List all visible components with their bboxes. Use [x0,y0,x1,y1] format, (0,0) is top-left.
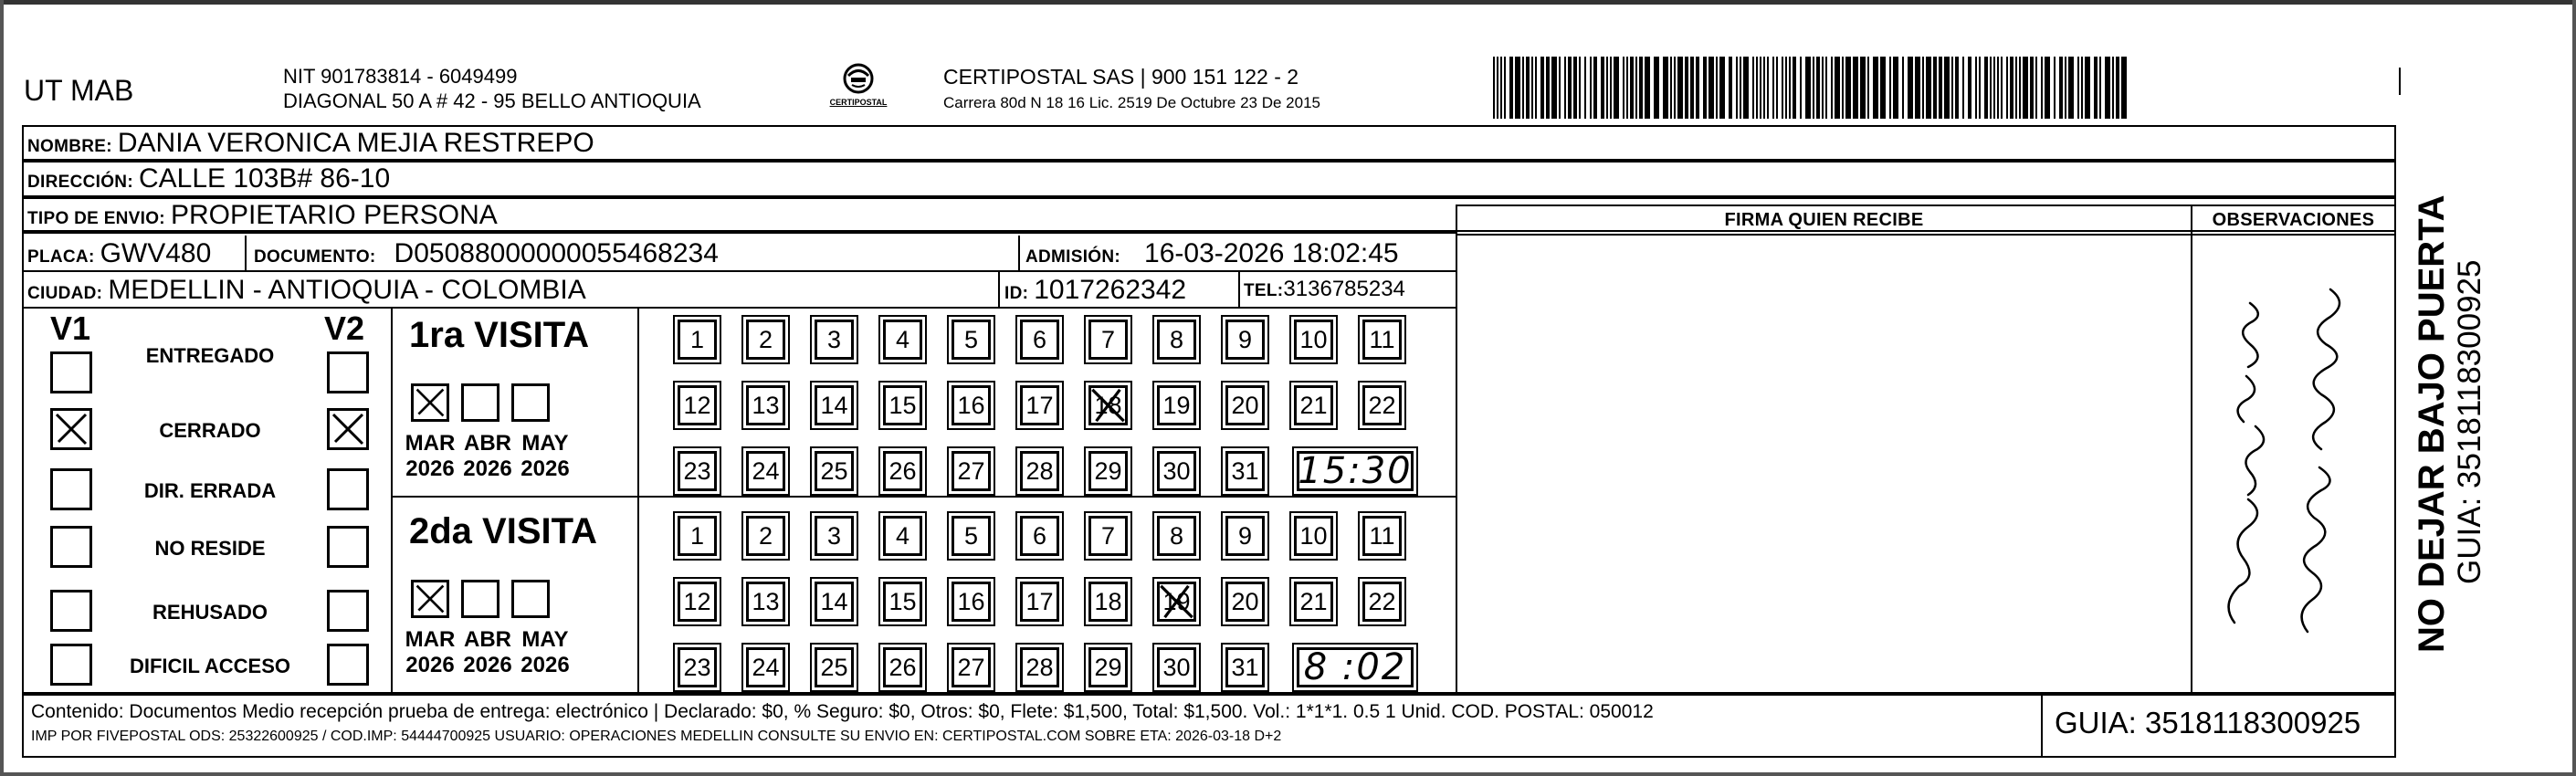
v2-checkbox[interactable] [327,590,369,632]
ciudad-value: MEDELLIN - ANTIOQUIA - COLOMBIA [108,275,586,305]
day-box[interactable]: 6 [1020,516,1059,556]
v2-checkbox[interactable] [327,351,369,393]
month-label: MAY 2026 [520,431,570,481]
day-box[interactable]: 30 [1157,647,1196,687]
month-divider [637,307,639,694]
side-guia: GUIA: 3518118300925 [2452,259,2487,584]
carrier-text: CERTIPOSTAL SAS | 900 151 122 - 2 [943,65,1299,89]
logo-text: CERTIPOSTAL [829,98,888,107]
day-box[interactable]: 18 [1088,385,1128,425]
admision-field [1025,238,1399,269]
day-box[interactable]: 13 [746,385,785,425]
day-box[interactable]: 2 [746,516,785,556]
day-box[interactable]: 12 [678,582,717,622]
tel-value: 3136785234 [1283,277,1405,301]
placa-row-line [22,270,1457,272]
month-checkbox[interactable] [461,580,499,618]
day-box[interactable]: 29 [1088,451,1128,491]
month-checkbox[interactable] [511,383,550,422]
day-box[interactable]: 6 [1020,320,1059,360]
left-border [0,0,4,776]
certipostal-logo [826,60,890,115]
day-box[interactable]: 17 [1020,385,1059,425]
ciudad-row-line [22,307,1457,309]
footer-guia: GUIA: 3518118300925 [2055,706,2361,739]
month-checkbox[interactable] [461,383,499,422]
day-box[interactable]: 14 [815,385,854,425]
nombre-field [27,128,594,159]
visit-time[interactable]: 8 :02 [1297,647,1414,687]
day-box[interactable]: 19 [1157,385,1196,425]
day-box[interactable]: 19 [1157,582,1196,622]
day-box[interactable]: 31 [1225,451,1265,491]
day-box[interactable]: 4 [883,320,922,360]
status-label: NO RESIDE [154,537,266,560]
direccion-label: DIRECCIÓN: [27,173,133,192]
tel-label: TEL: [1244,281,1284,300]
barcode [1493,57,2132,119]
direccion-field [27,163,390,194]
tel-field [1244,277,1405,302]
v1-checkbox[interactable] [50,351,92,393]
placa-label: PLACA: [27,247,95,267]
id-value: 1017262342 [1034,275,1187,305]
ciudad-field [27,275,586,306]
day-box[interactable]: 9 [1225,516,1265,556]
status-label: CERRADO [159,419,261,442]
day-box[interactable]: 21 [1294,582,1333,622]
day-box[interactable]: 24 [746,451,785,491]
handwritten-observation [2193,239,2394,691]
v1-checkbox[interactable] [50,408,92,450]
warning-text: NO DEJAR BAJO PUERTA [2412,194,2452,653]
day-box[interactable]: 7 [1088,516,1128,556]
day-box[interactable]: 29 [1088,647,1128,687]
v1-checkbox[interactable] [50,526,92,568]
license-text: Carrera 80d N 18 16 Lic. 2519 De Octubre 23 De 2015 [943,94,1320,111]
day-box[interactable]: 25 [815,647,854,687]
day-box[interactable]: 4 [883,516,922,556]
id-label: ID: [1004,284,1029,303]
v2-checkbox[interactable] [327,408,369,450]
placa-value: GWV480 [100,238,212,268]
status-label: DIFICIL ACCESO [129,655,290,677]
v2-checkbox[interactable] [327,526,369,568]
tipo-value: PROPIETARIO PERSONA [170,200,498,230]
company-name: UT MAB [24,74,134,107]
direccion-value: CALLE 103B# 86-10 [138,163,391,194]
tipo-label: TIPO DE ENVIO: [27,209,165,228]
top-border [0,0,2576,5]
firma-label: FIRMA QUIEN RECIBE [1724,210,1924,230]
day-box[interactable]: 24 [746,647,785,687]
month-label: MAR 2026 [405,431,456,481]
observaciones-label: OBSERVACIONES [2212,210,2375,230]
admision-divider [1018,236,1020,272]
v1-checkbox[interactable] [50,644,92,686]
tick-mark [2399,68,2401,95]
day-box[interactable]: 27 [952,647,991,687]
day-box[interactable]: 23 [678,451,717,491]
placa-field [27,238,211,269]
day-box[interactable]: 16 [952,385,991,425]
day-box[interactable]: 13 [746,582,785,622]
day-box[interactable]: 18 [1088,582,1128,622]
day-box[interactable]: 3 [815,320,854,360]
day-box[interactable]: 2 [746,320,785,360]
id-divider [998,272,1000,309]
v1-checkbox[interactable] [50,468,92,510]
month-label: ABR 2026 [463,431,512,481]
documento-value: D05088000000055468234 [394,238,719,268]
day-box[interactable]: 10 [1294,320,1333,360]
month-checkbox[interactable] [511,580,550,618]
status-label: REHUSADO [152,601,268,624]
day-box[interactable]: 31 [1225,647,1265,687]
day-box[interactable]: 1 [678,516,717,556]
day-box[interactable]: 11 [1362,320,1402,360]
day-box[interactable]: 20 [1225,385,1265,425]
documento-field [254,238,719,269]
day-box[interactable]: 8 [1157,320,1196,360]
day-box[interactable]: 26 [883,647,922,687]
day-box[interactable]: 26 [883,451,922,491]
month-label: MAR 2026 [405,627,456,677]
v2-checkbox[interactable] [327,468,369,510]
nombre-label: NOMBRE: [27,137,112,156]
day-box[interactable]: 30 [1157,451,1196,491]
day-box[interactable]: 5 [952,516,991,556]
day-box[interactable]: 23 [678,647,717,687]
v1-checkbox[interactable] [50,590,92,632]
documento-label: DOCUMENTO: [254,247,376,267]
imp-text: IMP POR FIVEPOSTAL ODS: 25322600925 / COD.IMP: 54444700925 USUARIO: OPERACIONES MEDELLIN CONSULTE SU ENVIO EN: CERTIPOSTAL.COM SOBRE ETA: 2026-03-18 D+2 [31,729,1282,744]
day-box[interactable]: 1 [678,320,717,360]
footer-divider [2041,694,2043,758]
day-box[interactable]: 16 [952,582,991,622]
day-box[interactable]: 17 [1020,582,1059,622]
day-box[interactable]: 20 [1225,582,1265,622]
month-checkbox[interactable] [411,580,449,618]
v2-label: V2 [324,309,365,347]
day-box[interactable]: 15 [883,582,922,622]
tipo-field [27,200,498,231]
status-label: DIR. ERRADA [143,479,277,502]
day-box[interactable]: 22 [1362,385,1402,425]
status-label: ENTREGADO [145,344,275,367]
firma-box [1456,204,2192,694]
admision-value: 16-03-2026 18:02:45 [1144,238,1399,268]
status-divider [391,307,393,694]
day-box[interactable]: 27 [952,451,991,491]
admision-label: ADMISIÓN: [1025,247,1121,267]
visit-title: 1ra VISITA [409,315,590,355]
placa-divider [245,236,247,272]
day-box[interactable]: 10 [1294,516,1333,556]
contenido-text: Contenido: Documentos Medio recepción prueba de entrega: electrónico | Declarado: $0, % Seguro: $0, Otros: $0, Flete: $1,500, Total: $1,500. Vol.: 1*1*1. 0.5 1 Unid. COD. POSTAL: 050012 [31,701,1654,722]
day-box[interactable]: 3 [815,516,854,556]
day-box[interactable]: 5 [952,320,991,360]
month-label: MAY 2026 [520,627,570,677]
day-box[interactable]: 28 [1020,647,1059,687]
nit-text: NIT 901783814 - 6049499 [283,65,518,88]
visit-divider [391,496,1457,498]
id-field [1004,275,1186,306]
day-box[interactable]: 22 [1362,582,1402,622]
day-box[interactable]: 14 [815,582,854,622]
visit-time[interactable]: 15:30 [1298,450,1413,492]
bottom-border [0,772,2576,776]
visit-title: 2da VISITA [409,511,597,551]
ciudad-label: CIUDAD: [27,284,103,303]
day-box[interactable]: 25 [815,451,854,491]
right-border [2572,0,2576,776]
month-label: ABR 2026 [463,627,512,677]
day-box[interactable]: 21 [1294,385,1333,425]
day-box[interactable]: 9 [1225,320,1265,360]
month-checkbox[interactable] [411,383,449,422]
day-box[interactable]: 12 [678,385,717,425]
day-box[interactable]: 7 [1088,320,1128,360]
day-box[interactable]: 8 [1157,516,1196,556]
address-text: DIAGONAL 50 A # 42 - 95 BELLO ANTIOQUIA [283,89,701,112]
day-box[interactable]: 15 [883,385,922,425]
day-box[interactable]: 28 [1020,451,1059,491]
v1-label: V1 [50,309,91,347]
day-box[interactable]: 11 [1362,516,1402,556]
nombre-value: DANIA VERONICA MEJIA RESTREPO [117,128,594,158]
v2-checkbox[interactable] [327,644,369,686]
tel-divider [1238,272,1240,309]
